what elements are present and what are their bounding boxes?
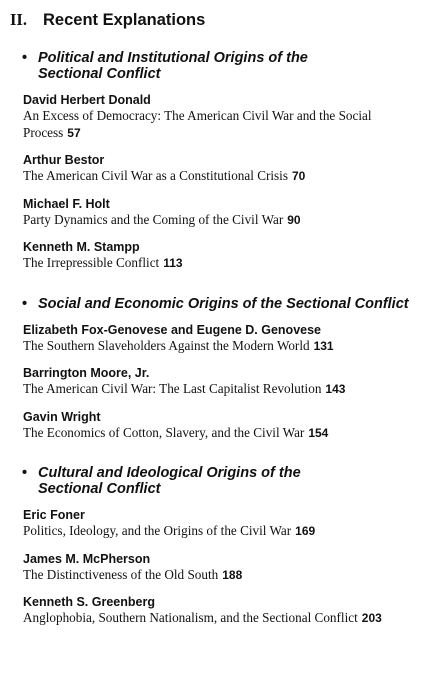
entry-title: The American Civil War as a Constitutional Crisis: [23, 168, 288, 183]
entry-author: James M. McPherson: [23, 551, 151, 566]
entry-title-line: [23, 523, 418, 540]
entry-title-line: [23, 425, 418, 442]
section-title-line: Sectional Conflict: [38, 481, 161, 497]
section-spacer: [23, 452, 418, 465]
sections-container: [23, 50, 418, 627]
entry-title-line: [23, 255, 418, 272]
section: [23, 50, 418, 272]
entry-title-line: [23, 212, 418, 229]
section: [23, 296, 418, 442]
section-title: [23, 50, 418, 82]
bullet-icon: •: [22, 50, 28, 66]
contents-entry: [23, 594, 418, 627]
section: [23, 465, 418, 627]
entry-page-number: 113: [163, 256, 183, 270]
part-heading: [10, 10, 418, 30]
bullet-icon: •: [22, 465, 28, 481]
bullet-icon: •: [22, 295, 28, 312]
entry-author: Arthur Bestor: [23, 153, 105, 167]
entry-title: An Excess of Democracy: The American Civil War and the Social Process: [23, 108, 372, 140]
entry-author: Kenneth S. Greenberg: [23, 595, 155, 609]
entry-title-line: [23, 567, 418, 584]
section-title-line: Sectional Conflict: [38, 66, 161, 82]
entry-title: Politics, Ideology, and the Origins of the Civil War: [23, 523, 292, 538]
entry-title-line: [23, 381, 418, 398]
section-title-text: [38, 296, 409, 312]
entry-author: Michael F. Holt: [23, 196, 110, 211]
entry-page-number: 131: [313, 338, 334, 353]
entry-page-number: 70: [291, 169, 306, 183]
section-title: [23, 296, 418, 312]
contents-entry: [23, 92, 418, 141]
entry-page-number: 203: [361, 611, 382, 625]
entry-author: Barrington Moore, Jr.: [23, 366, 150, 380]
entry-title: Anglophobia, Southern Nationalism, and the Sectional Conflict: [23, 610, 358, 625]
contents-entry: [23, 152, 418, 185]
part-number: II.: [10, 10, 27, 29]
entry-title-line: [23, 108, 418, 141]
contents-entry: [23, 196, 418, 229]
entry-page-number: 188: [222, 567, 243, 582]
entry-title: Party Dynamics and the Coming of the Civil War: [23, 211, 284, 227]
section-title-text: [38, 465, 301, 497]
entry-author: Elizabeth Fox-Genovese and Eugene D. Genovese: [23, 322, 321, 337]
section-spacer: [23, 283, 418, 296]
entry-title-line: [23, 168, 418, 185]
contents-entry: [23, 365, 418, 398]
entry-author: David Herbert Donald: [23, 93, 151, 107]
contents-entry: [23, 507, 418, 540]
contents-entry: [23, 551, 418, 584]
entry-title: The Southern Slaveholders Against the Modern World: [23, 337, 310, 353]
section-title-text: [38, 50, 308, 82]
section-title-line: Cultural and Ideological Origins of the: [38, 465, 301, 481]
entry-title: The Irrepressible Conflict: [23, 255, 160, 270]
entry-title: The American Civil War: The Last Capitalist Revolution: [23, 381, 322, 396]
contents-entry: [23, 409, 418, 442]
entry-author: Gavin Wright: [23, 409, 101, 424]
entry-title: The Economics of Cotton, Slavery, and the Civil War: [23, 424, 305, 440]
entry-page-number: 143: [325, 382, 346, 396]
section-title-line: Political and Institutional Origins of the: [38, 50, 308, 66]
entry-author: Kenneth M. Stampp: [23, 240, 140, 254]
entry-page-number: 154: [308, 425, 329, 440]
contents-entry: [23, 239, 418, 272]
part-title: Recent Explanations: [43, 11, 206, 29]
entry-title-line: [23, 610, 418, 627]
entry-title-line: [23, 338, 418, 355]
entry-page-number: 169: [295, 524, 316, 538]
contents-entry: [23, 322, 418, 355]
entry-page-number: 57: [67, 125, 81, 140]
section-title: [23, 465, 418, 497]
entry-author: Eric Foner: [23, 508, 85, 522]
section-title-line: Social and Economic Origins of the Sectional Conflict: [38, 295, 409, 312]
entry-page-number: 90: [287, 212, 301, 227]
entry-title: The Distinctiveness of the Old South: [23, 566, 219, 582]
